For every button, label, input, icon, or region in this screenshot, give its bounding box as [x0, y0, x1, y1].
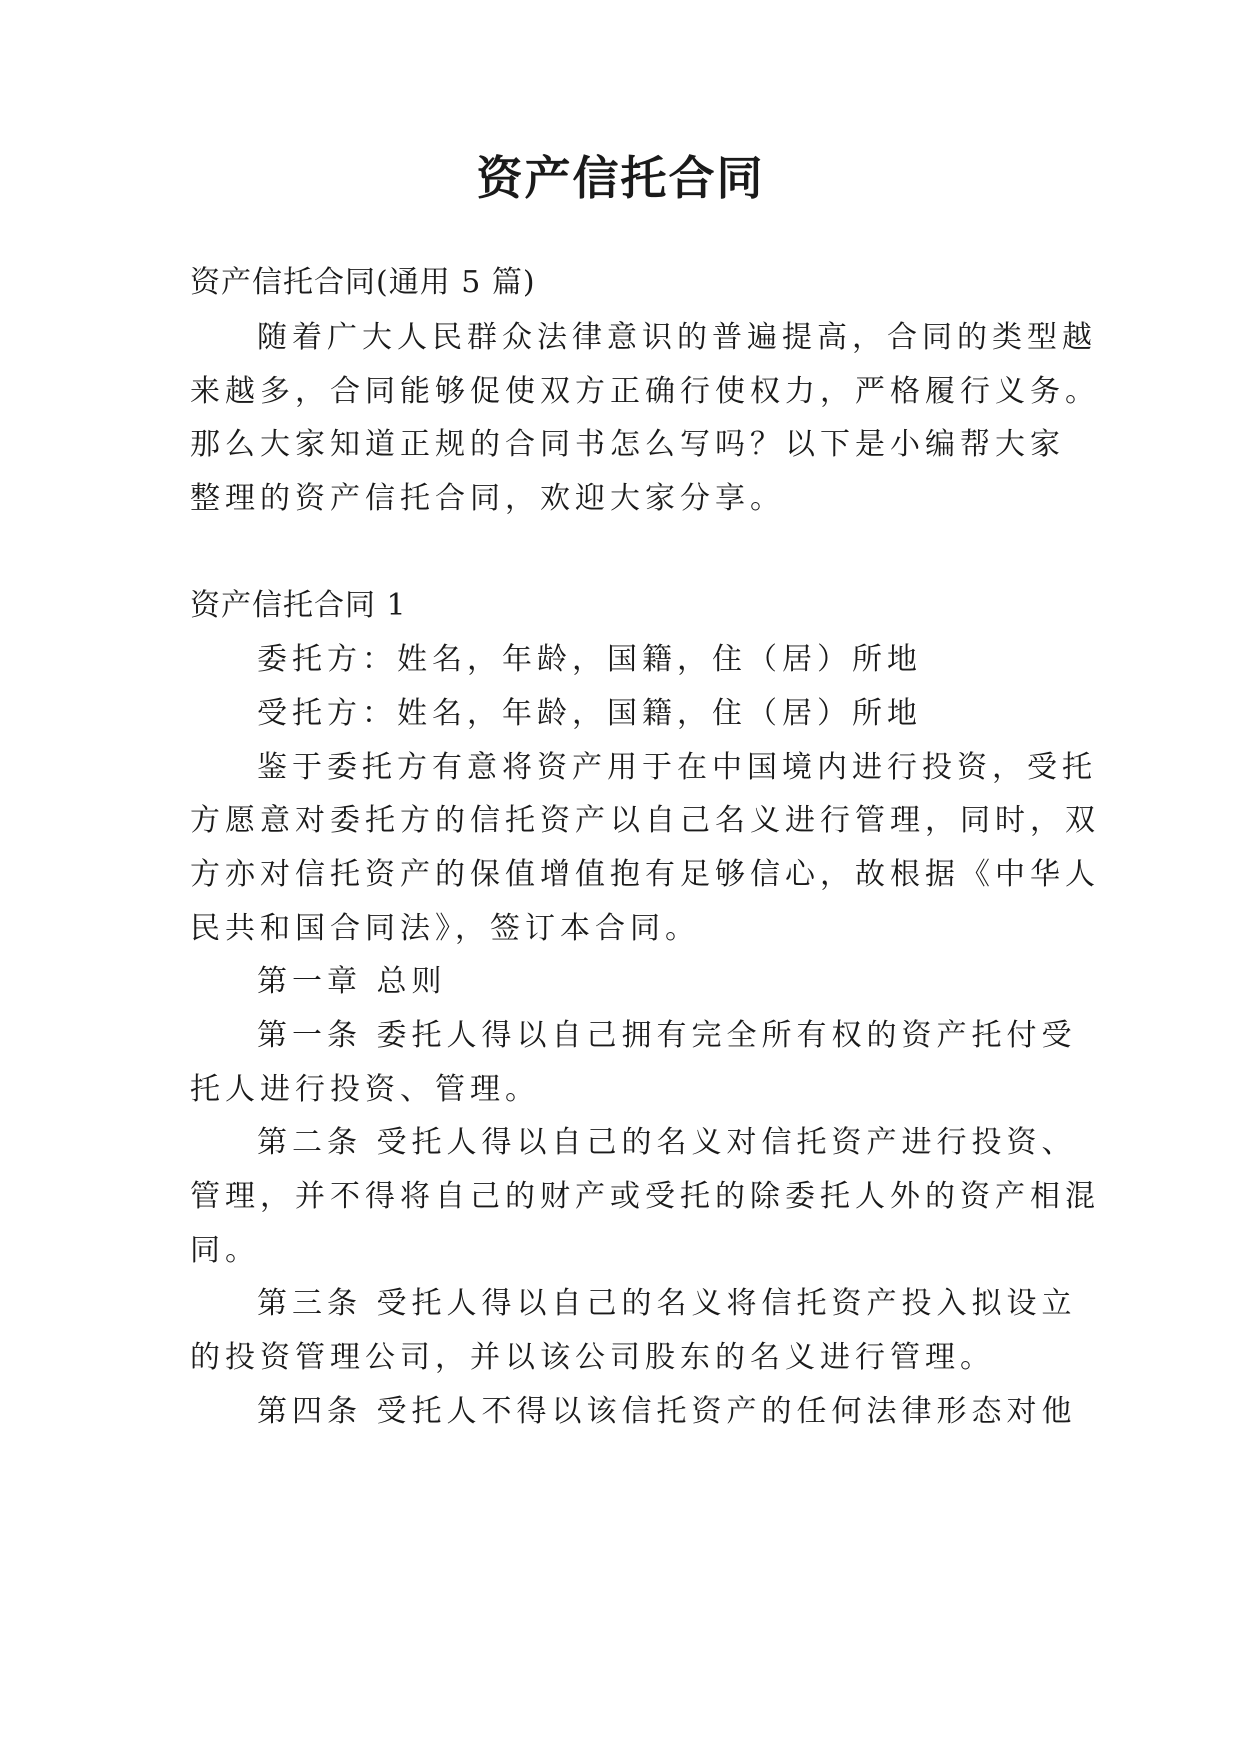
trustor-line: 委托方：姓名，年龄，国籍，住（居）所地: [257, 642, 922, 677]
article-1-line: 第一条 委托人得以自己拥有完全所有权的资产托付受: [257, 1018, 1077, 1053]
preamble-line: 方愿意对委托方的信托资产以自己名义进行管理，同时，双: [190, 803, 1100, 838]
article-2-line: 同。: [190, 1233, 260, 1268]
article-2-line: 管理，并不得将自己的财产或受托的除委托人外的资产相混: [190, 1179, 1100, 1214]
trustee-line: 受托方：姓名，年龄，国籍，住（居）所地: [257, 696, 922, 731]
intro-line: 整理的资产信托合同，欢迎大家分享。: [190, 481, 785, 516]
chapter-1-heading: 第一章 总则: [257, 964, 447, 999]
article-2-line: 第二条 受托人得以自己的名义对信托资产进行投资、: [257, 1125, 1077, 1160]
document-title: 资产信托合同: [476, 151, 765, 205]
article-3-line: 第三条 受托人得以自己的名义将信托资产投入拟设立: [257, 1286, 1077, 1321]
preamble-line: 方亦对信托资产的保值增值抱有足够信心，故根据《中华人: [190, 857, 1100, 892]
preamble-line: 民共和国合同法》，签订本合同。: [190, 911, 700, 946]
intro-line: 来越多，合同能够促使双方正确行使权力，严格履行义务。: [190, 374, 1100, 409]
article-1-line: 托人进行投资、管理。: [190, 1072, 540, 1107]
contract-1-heading: 资产信托合同 1: [190, 588, 407, 623]
intro-heading: 资产信托合同(通用 5 篇): [190, 265, 536, 300]
preamble-line: 鉴于委托方有意将资产用于在中国境内进行投资，受托: [257, 750, 1097, 785]
article-3-line: 的投资管理公司，并以该公司股东的名义进行管理。: [190, 1340, 995, 1375]
article-4-line: 第四条 受托人不得以该信托资产的任何法律形态对他: [257, 1394, 1077, 1429]
intro-line: 随着广大人民群众法律意识的普遍提高，合同的类型越: [257, 320, 1097, 355]
intro-line: 那么大家知道正规的合同书怎么写吗？以下是小编帮大家: [190, 427, 1065, 462]
